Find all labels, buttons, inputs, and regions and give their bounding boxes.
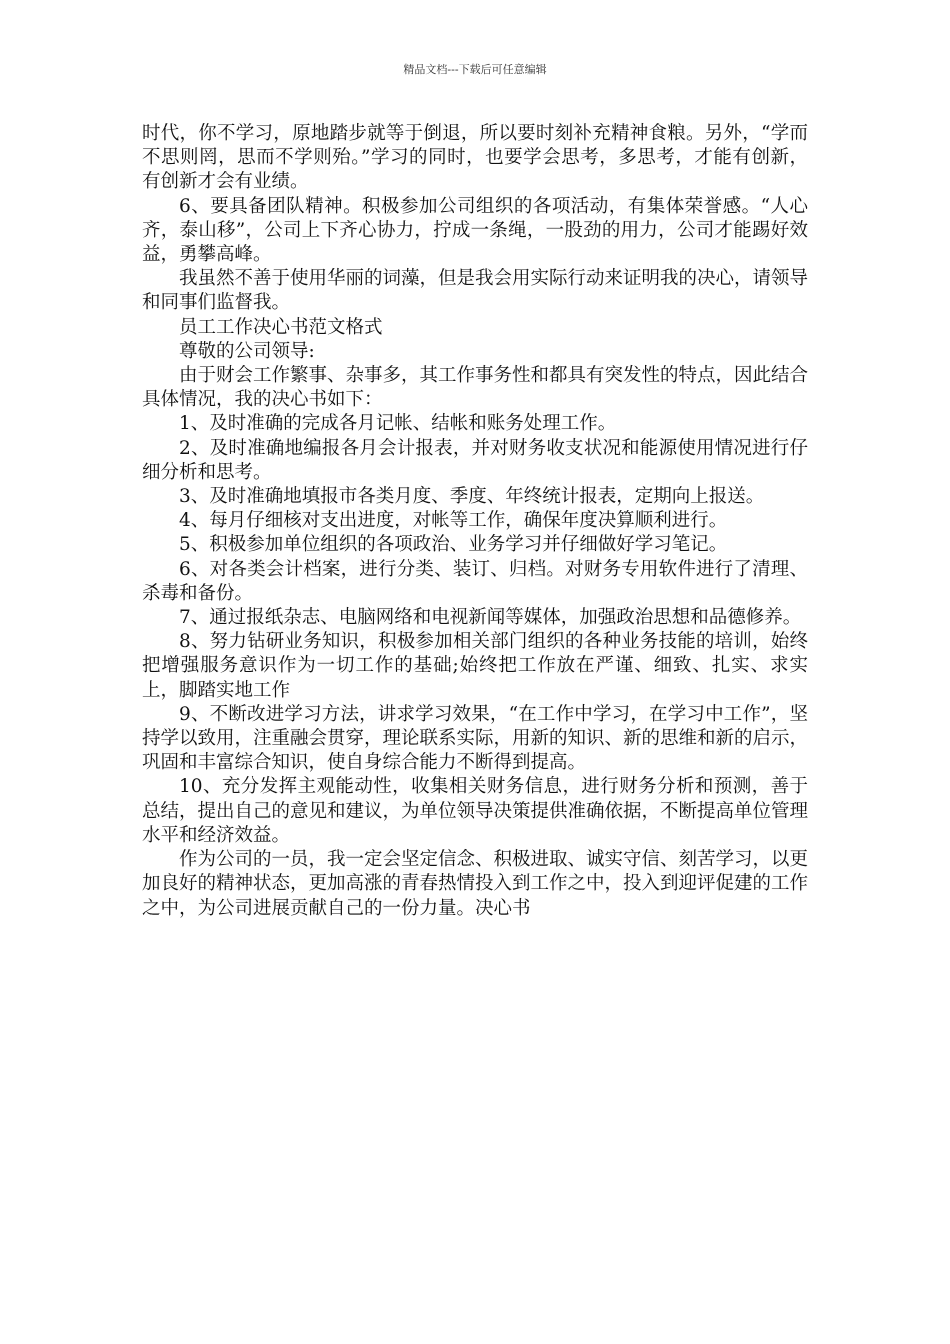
page-header: 精品文档---下载后可任意编辑 bbox=[403, 63, 547, 76]
list-item: 3、及时准确地填报市各类月度、季度、年终统计报表，定期向上报送。 bbox=[179, 486, 765, 508]
list-item: 2、及时准确地编报各月会计报表，并对财务收支状况和能源使用情况进行仔细分析和思考。 bbox=[142, 437, 808, 483]
section-title: 员工工作决心书范文格式 bbox=[179, 316, 383, 338]
paragraph: 时代，你不学习，原地踏步就等于倒退，所以要时刻补充精神食粮。另外，“学而不思则罔，思而不学则殆。”学习的同时，也要学会思考，多思考，才能有创新，有创新才会有业绩。 bbox=[142, 123, 808, 193]
list-item: 8、努力钻研业务知识，积极参加相关部门组织的各种业务技能的培训，始终把增强服务意识作为一切工作的基础;始终把工作放在严谨、细致、扎实、求实上，脚踏实地工作 bbox=[142, 631, 808, 701]
list-item: 7、通过报纸杂志、电脑网络和电视新闻等媒体，加强政治思想和品德修养。 bbox=[179, 607, 802, 629]
paragraph: 我虽然不善于使用华丽的词藻，但是我会用实际行动来证明我的决心，请领导和同事们监督我。 bbox=[142, 268, 809, 314]
list-item: 6、对各类会计档案，进行分类、装订、归档。对财务专用软件进行了清理、杀毒和备份。 bbox=[142, 558, 808, 604]
list-item: 4、每月仔细核对支出进度，对帐等工作，确保年度决算顺利进行。 bbox=[179, 510, 728, 532]
paragraph: 6、要具备团队精神。积极参加公司组织的各项活动，有集体荣誉感。“人心齐，泰山移”，公司上下齐心协力，拧成一条绳，一股劲的用力，公司才能踢好效益，勇攀高峰。 bbox=[142, 195, 808, 266]
list-item: 10、充分发挥主观能动性，收集相关财务信息，进行财务分析和预测，善于总结，提出自己的意见和建议，为单位领导决策提供准确依据，不断提高单位管理水平和经济效益。 bbox=[142, 776, 809, 846]
list-item: 5、积极参加单位组织的各项政治、业务学习并仔细做好学习笔记。 bbox=[179, 534, 728, 556]
list-item: 9、不断改进学习方法，讲求学习效果，“在工作中学习，在学习中工作”，坚持学以致用，注重融会贯穿，理论联系实际，用新的知识、新的思维和新的启示，巩固和丰富综合知识，使自身综合能力不断得到提高。 bbox=[142, 703, 809, 774]
paragraph: 由于财会工作繁事、杂事多，其工作事务性和都具有突发性的特点，因此结合具体情况，我的决心书如下： bbox=[142, 365, 809, 411]
list-item: 1、及时准确的完成各月记帐、结帐和账务处理工作。 bbox=[179, 413, 617, 435]
document-body bbox=[142, 122, 808, 921]
salutation: 尊敬的公司领导: bbox=[179, 340, 315, 362]
closing-paragraph: 作为公司的一员，我一定会坚定信念、积极进取、诚实守信、刻苦学习，以更加良好的精神状态，更加高涨的青春热情投入到工作之中，投入到迎评促建的工作之中，为公司进展贡献自己的一份力量。决心书 bbox=[142, 849, 809, 919]
